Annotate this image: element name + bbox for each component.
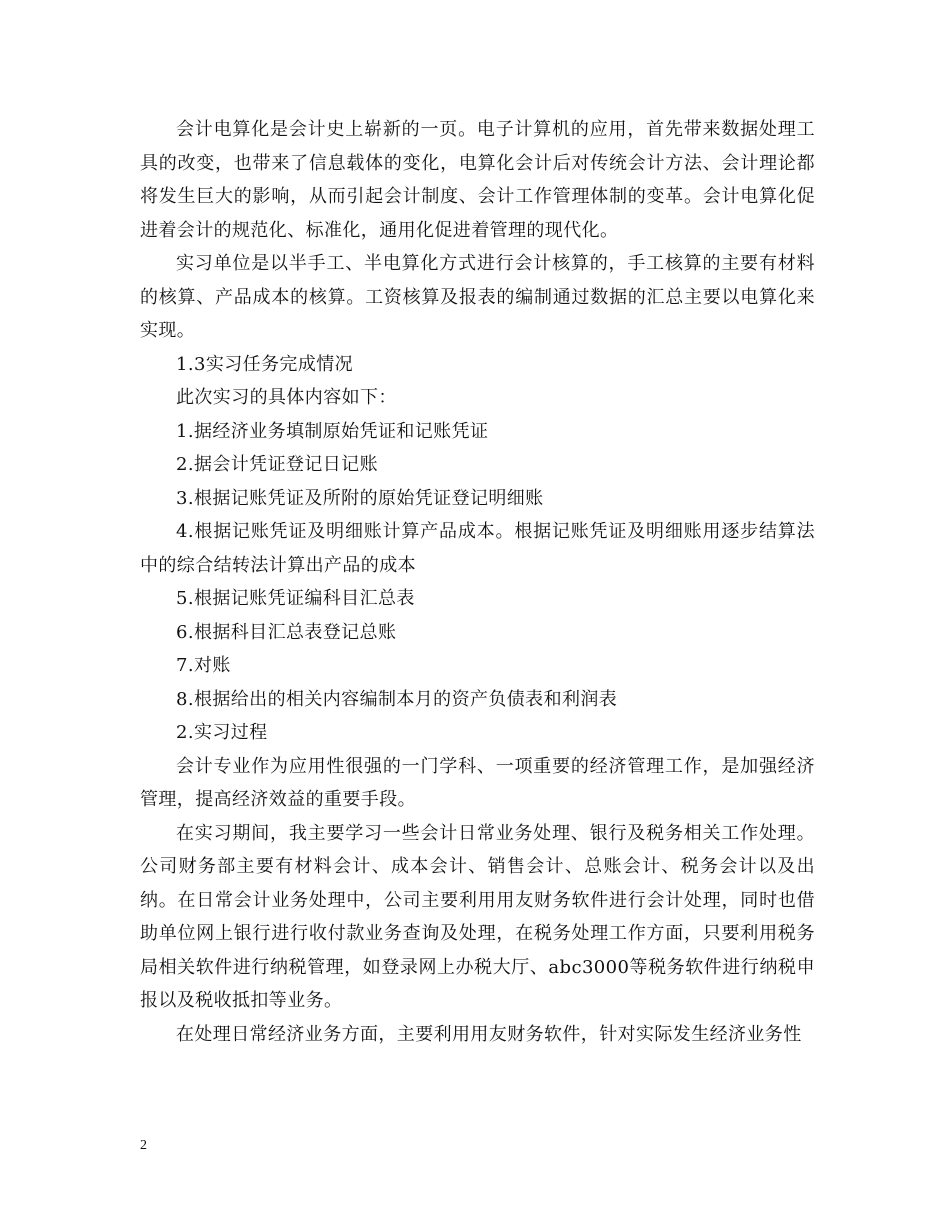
- list-item: 8.根据给出的相关内容编制本月的资产负债表和利润表: [176, 688, 618, 710]
- paragraph: 在处理日常经济业务方面，主要利用用友财务软件，针对实际发生经济业务性: [176, 1023, 802, 1045]
- list-item: 3.根据记账凭证及所附的原始凭证登记明细账: [176, 487, 544, 509]
- list-item: 2.据会计凭证登记日记账: [176, 454, 378, 475]
- paragraph: 在实习期间，我主要学习一些会计日常业务处理、银行及税务相关工作处理。公司财务部主要有材料会计、成本会计、销售会计、总账会计、税务会计以及出纳。在日常会计业务处理中，公司主要利用用友财务软件进行会计处理，同时也借助单位网上银行进行收付款业务查询及处理，在税务处理工作方面，只要利用税务局相关软件进行纳税管理，如登录网上办税大厅、abc3000等税务软件进行纳税申报以及税收抵扣等业务。: [140, 822, 815, 1011]
- paragraph: 会计电算化是会计史上崭新的一页。电子计算机的应用，首先带来数据处理工具的改变，也带来了信息载体的变化，电算化会计后对传统会计方法、会计理论都将发生巨大的影响，从而引起会计制度、会计工作管理体制的变革。会计电算化促进着会计的规范化、标准化，通用化促进着管理的现代化。: [140, 119, 815, 241]
- list-item: 6.根据科目汇总表登记总账: [176, 621, 397, 643]
- page-number: 2: [140, 1138, 147, 1153]
- document-body: [140, 113, 815, 1051]
- list-item: 4.根据记账凭证及明细账计算产品成本。根据记账凭证及明细账用逐步结算法中的综合结转法计算出产品的成本: [140, 521, 815, 576]
- list-item: 7.对账: [176, 655, 231, 676]
- paragraph: 此次实习的具体内容如下：: [176, 387, 397, 408]
- paragraph: 会计专业作为应用性很强的一门学科、一项重要的经济管理工作，是加强经济管理，提高经济效益的重要手段。: [140, 755, 815, 810]
- section-heading: 1.3实习任务完成情况: [176, 353, 354, 375]
- list-item: 1.据经济业务填制原始凭证和记账凭证: [176, 420, 489, 442]
- section-heading: 2.实习过程: [176, 722, 268, 743]
- paragraph: 实习单位是以半手工、半电算化方式进行会计核算的，手工核算的主要有材料的核算、产品成本的核算。工资核算及报表的编制通过数据的汇总主要以电算化来实现。: [140, 253, 815, 341]
- list-item: 5.根据记账凭证编科目汇总表: [176, 588, 415, 609]
